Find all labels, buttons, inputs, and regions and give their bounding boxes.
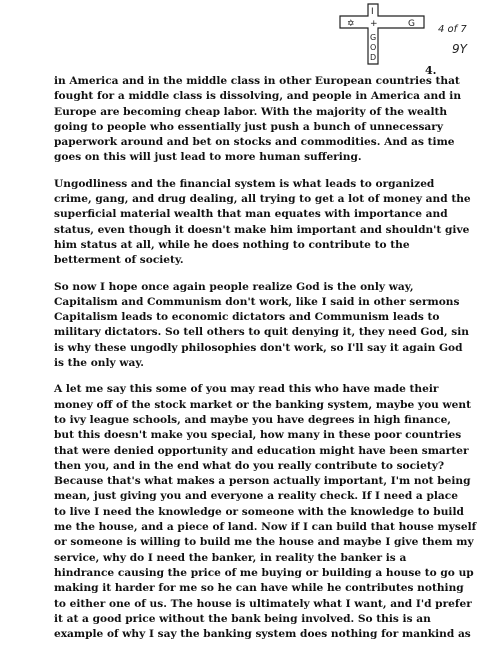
text-line: to live I need the knowledge or someone with the knowledge to build — [54, 505, 464, 518]
text-line: betterment of society. — [54, 254, 184, 267]
cross-center-mark: + — [370, 19, 378, 29]
text-line: to ivy league schools, and maybe you have degrees in high finance, — [54, 413, 451, 426]
text-line: Capitalism and Communism don't work, like I said in other sermons — [54, 295, 460, 308]
text-line: Capitalism leads to economic dictators and Communism leads to — [54, 311, 440, 324]
text-line: mean, just giving you and everyone a reality check. If I need a place — [54, 490, 458, 503]
handwritten-page-count: 4 of 7 — [438, 24, 467, 35]
cross-vertical-letter-1: G — [370, 33, 377, 42]
text-line: Ungodliness and the financial system is what leads to organized — [54, 177, 435, 190]
text-line: but this doesn't make you special, how many in these poor countries — [54, 429, 462, 442]
text-line: it at a good price without the bank being involved. So this is an — [54, 612, 431, 625]
text-line: military dictators. So tell others to quit denying it, they need God, sin — [54, 326, 469, 339]
text-line: making it harder for me so he can have while he contributes nothing — [54, 582, 464, 595]
text-line: to either one of us. The house is ultimately what I want, and I'd prefer — [54, 597, 472, 610]
text-line: A let me say this some of you may read this who have made their — [54, 383, 439, 396]
text-line: crime, gang, and drug dealing, all trying to get a lot of money and the — [54, 193, 471, 206]
text-line: that were denied opportunity and education might have been smarter — [54, 444, 469, 457]
handwritten-number: 9Y — [452, 42, 467, 56]
text-line: in America and in the middle class in other European countries that — [54, 75, 460, 87]
text-line: superficial material wealth that man equates with importance and — [54, 208, 448, 221]
text-line: Because that's what makes a person actually important, I'm not being — [54, 475, 471, 488]
text-line: service, why do I need the banker, in reality the banker is a — [54, 551, 407, 564]
text-line: is the only way. — [54, 357, 144, 370]
text-line: him status at all, while he does nothing to contribute to the — [54, 238, 410, 251]
text-line: hindrance causing the price of me buying or building a house to go up — [54, 566, 474, 579]
text-line: or someone is willing to build me the house and maybe I give them my — [54, 536, 474, 549]
document-body — [54, 74, 477, 653]
text-line: So now I hope once again people realize God is the only way, — [54, 280, 414, 293]
cross-vertical-letter-3: D — [370, 53, 377, 62]
hand-drawn-cross-icon — [338, 2, 428, 66]
text-line: then you, and in the end what do you really contribute to society? — [54, 459, 445, 472]
text-line: is why these ungodly philosophies don't work, so I'll say it again God — [54, 341, 463, 354]
text-line: goes on this will just lead to more human suffering. — [54, 151, 362, 164]
star-of-david-icon: ✡ — [347, 19, 355, 29]
paragraph-1 — [54, 74, 462, 166]
text-line: me the house, and a piece of land. Now if I can build that house myself — [54, 521, 477, 534]
paragraph-3 — [54, 280, 469, 372]
text-line: going to people who essentially just push a bunch of unnecessary — [54, 120, 444, 133]
text-line: fought for a middle class is dissolving, and people in America and in — [54, 90, 462, 103]
page-number: 4. — [425, 64, 437, 77]
text-line: example of why I say the banking system does nothing for mankind as — [54, 628, 471, 641]
paragraph-2 — [54, 177, 471, 269]
text-line: Europe are becoming cheap labor. With the majority of the wealth — [54, 105, 448, 118]
cross-right-letter: G — [408, 19, 415, 29]
text-line: paperwork around and bet on stocks and commodities. And as time — [54, 136, 455, 149]
cross-top-mark: I — [371, 7, 374, 17]
text-line: money off of the stock market or the banking system, maybe you went — [54, 398, 471, 411]
cross-vertical-letter-2: O — [370, 43, 377, 52]
paragraph-4 — [54, 382, 477, 642]
text-line: status, even though it doesn't make him important and shouldn't give — [54, 223, 470, 236]
